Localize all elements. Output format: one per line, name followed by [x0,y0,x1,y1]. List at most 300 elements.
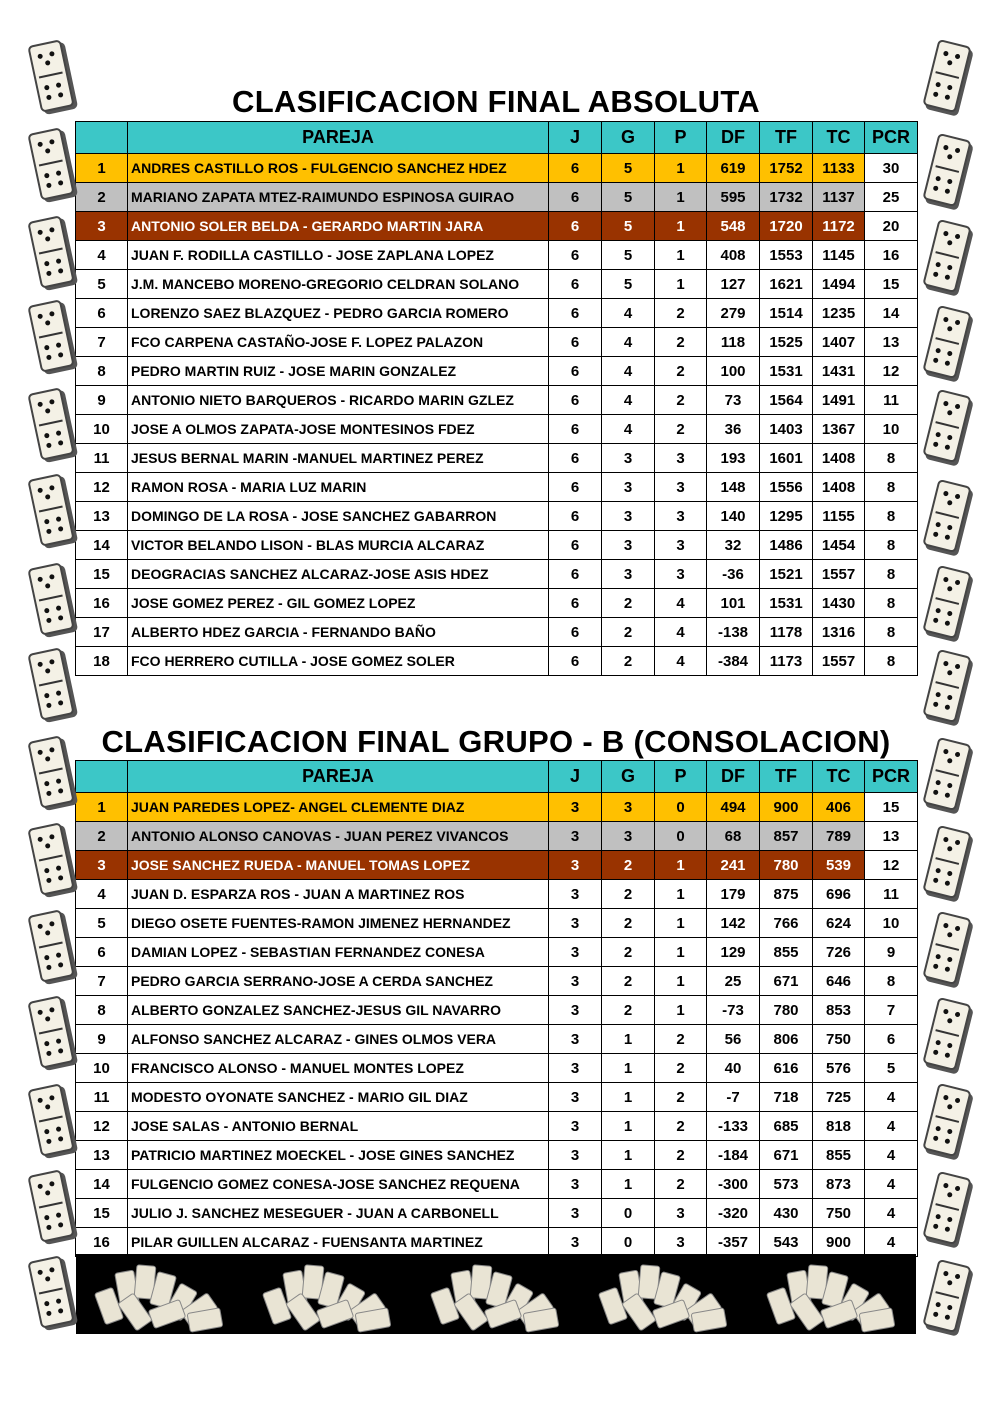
cell-df: 25 [707,967,760,996]
cell-p: 3 [655,1228,707,1257]
header-pcr: PCR [865,122,918,154]
cell-tc: 1172 [813,212,865,241]
domino-icon [922,479,971,553]
header-p: P [655,122,707,154]
cell-pos: 7 [76,328,128,357]
cell-pareja: JOSE GOMEZ PEREZ - GIL GOMEZ LOPEZ [128,589,549,618]
cell-tf: 671 [760,1141,813,1170]
domino-icon [922,1083,971,1157]
header-j: J [549,761,602,793]
table-row [76,851,918,880]
cell-pos: 8 [76,357,128,386]
cell-df: 241 [707,851,760,880]
cell-tf: 1173 [760,647,813,676]
cell-tf: 1486 [760,531,813,560]
cell-p: 1 [655,154,707,183]
cell-tc: 818 [813,1112,865,1141]
cell-j: 3 [549,1228,602,1257]
table-row [76,212,918,241]
cell-df: 142 [707,909,760,938]
header-tc: TC [813,122,865,154]
cell-pcr: 4 [865,1141,918,1170]
table-row [76,938,918,967]
cell-j: 6 [549,241,602,270]
header-tf: TF [760,761,813,793]
cell-g: 0 [602,1199,655,1228]
cell-tc: 696 [813,880,865,909]
cell-pcr: 8 [865,444,918,473]
table-row [76,357,918,386]
cell-pos: 13 [76,1141,128,1170]
cell-p: 4 [655,647,707,676]
cell-tf: 1514 [760,299,813,328]
table-row [76,996,918,1025]
cell-tf: 855 [760,938,813,967]
cell-tc: 406 [813,793,865,822]
cell-j: 3 [549,1054,602,1083]
cell-p: 2 [655,415,707,444]
cell-df: 36 [707,415,760,444]
cell-tf: 1531 [760,357,813,386]
cell-tf: 573 [760,1170,813,1199]
cell-tc: 1408 [813,444,865,473]
header-pos [76,122,128,154]
cell-j: 6 [549,183,602,212]
cell-tf: 1621 [760,270,813,299]
cell-tc: 855 [813,1141,865,1170]
cell-df: 73 [707,386,760,415]
cell-df: 548 [707,212,760,241]
cell-pcr: 8 [865,967,918,996]
cell-tc: 1454 [813,531,865,560]
cell-j: 6 [549,502,602,531]
cell-g: 5 [602,154,655,183]
table-row [76,793,918,822]
table-row [76,1170,918,1199]
cell-tf: 616 [760,1054,813,1083]
cell-j: 6 [549,299,602,328]
table-row [76,909,918,938]
header-row [76,761,918,793]
cell-pareja: ANTONIO SOLER BELDA - GERARDO MARTIN JARA [128,212,549,241]
domino-icon [27,299,74,373]
domino-pile-icon [767,1259,897,1329]
cell-tf: 857 [760,822,813,851]
cell-pcr: 15 [865,270,918,299]
cell-tc: 1431 [813,357,865,386]
cell-g: 5 [602,183,655,212]
header-df: DF [707,761,760,793]
cell-pos: 18 [76,647,128,676]
cell-pareja: J.M. MANCEBO MORENO-GREGORIO CELDRAN SOLANO [128,270,549,299]
cell-df: -7 [707,1083,760,1112]
cell-j: 3 [549,1112,602,1141]
cell-g: 5 [602,241,655,270]
cell-j: 6 [549,154,602,183]
cell-g: 5 [602,270,655,299]
cell-df: 494 [707,793,760,822]
cell-pcr: 12 [865,357,918,386]
cell-g: 4 [602,386,655,415]
cell-g: 3 [602,473,655,502]
table-row [76,154,918,183]
cell-j: 3 [549,909,602,938]
cell-df: 148 [707,473,760,502]
header-p: P [655,761,707,793]
table-row [76,822,918,851]
cell-df: -357 [707,1228,760,1257]
header-g: G [602,122,655,154]
cell-p: 0 [655,793,707,822]
cell-tf: 1732 [760,183,813,212]
table-row [76,1054,918,1083]
cell-pcr: 13 [865,822,918,851]
cell-tc: 1367 [813,415,865,444]
cell-p: 1 [655,851,707,880]
cell-tc: 750 [813,1025,865,1054]
table-row [76,386,918,415]
table-row [76,473,918,502]
cell-tc: 1557 [813,647,865,676]
cell-j: 3 [549,822,602,851]
table-row [76,880,918,909]
cell-pareja: ANTONIO ALONSO CANOVAS - JUAN PEREZ VIVANCOS [128,822,549,851]
domino-icon [922,133,971,207]
cell-pos: 15 [76,1199,128,1228]
cell-pos: 9 [76,1025,128,1054]
table-row [76,299,918,328]
cell-j: 6 [549,270,602,299]
cell-g: 1 [602,1112,655,1141]
cell-g: 3 [602,822,655,851]
domino-icon [922,389,971,463]
cell-tc: 1145 [813,241,865,270]
cell-pareja: PATRICIO MARTINEZ MOECKEL - JOSE GINES SANCHEZ [128,1141,549,1170]
cell-pareja: MODESTO OYONATE SANCHEZ - MARIO GIL DIAZ [128,1083,549,1112]
table-row [76,1025,918,1054]
cell-g: 1 [602,1083,655,1112]
table-row [76,1141,918,1170]
cell-pos: 14 [76,531,128,560]
cell-pareja: JUAN F. RODILLA CASTILLO - JOSE ZAPLANA LOPEZ [128,241,549,270]
cell-g: 0 [602,1228,655,1257]
cell-pcr: 4 [865,1170,918,1199]
cell-g: 1 [602,1025,655,1054]
cell-pcr: 4 [865,1083,918,1112]
cell-tc: 1316 [813,618,865,647]
cell-df: 100 [707,357,760,386]
title-absoluta: CLASIFICACION FINAL ABSOLUTA [232,84,760,119]
cell-j: 3 [549,938,602,967]
cell-pareja: ANDRES CASTILLO ROS - FULGENCIO SANCHEZ HDEZ [128,154,549,183]
cell-pos: 11 [76,444,128,473]
cell-pareja: PEDRO MARTIN RUIZ - JOSE MARIN GONZALEZ [128,357,549,386]
cell-pos: 16 [76,1228,128,1257]
cell-g: 1 [602,1054,655,1083]
cell-tc: 1155 [813,502,865,531]
cell-pcr: 15 [865,793,918,822]
table-row [76,241,918,270]
domino-icon [27,735,74,809]
domino-pile-icon [263,1259,393,1329]
cell-df: 129 [707,938,760,967]
cell-pareja: JOSE SALAS - ANTONIO BERNAL [128,1112,549,1141]
cell-pareja: JESUS BERNAL MARIN -MANUEL MARTINEZ PEREZ [128,444,549,473]
cell-j: 6 [549,328,602,357]
cell-p: 2 [655,1054,707,1083]
cell-pcr: 4 [865,1199,918,1228]
cell-j: 3 [549,996,602,1025]
cell-p: 1 [655,996,707,1025]
table-row [76,270,918,299]
cell-pareja: MARIANO ZAPATA MTEZ-RAIMUNDO ESPINOSA GUIRAO [128,183,549,212]
cell-df: 179 [707,880,760,909]
cell-pareja: FRANCISCO ALONSO - MANUEL MONTES LOPEZ [128,1054,549,1083]
cell-pareja: FCO CARPENA CASTAÑO-JOSE F. LOPEZ PALAZON [128,328,549,357]
cell-tc: 646 [813,967,865,996]
table-row [76,531,918,560]
cell-tf: 1556 [760,473,813,502]
cell-tf: 900 [760,793,813,822]
cell-pareja: ALBERTO HDEZ GARCIA - FERNANDO BAÑO [128,618,549,647]
cell-j: 3 [549,967,602,996]
cell-g: 3 [602,560,655,589]
cell-p: 1 [655,967,707,996]
cell-pcr: 7 [865,996,918,1025]
cell-tc: 750 [813,1199,865,1228]
cell-pos: 10 [76,1054,128,1083]
header-pcr: PCR [865,761,918,793]
cell-tc: 1494 [813,270,865,299]
header-j: J [549,122,602,154]
cell-pos: 6 [76,938,128,967]
cell-pcr: 8 [865,502,918,531]
cell-pos: 5 [76,270,128,299]
cell-p: 2 [655,1170,707,1199]
cell-pos: 12 [76,1112,128,1141]
table-row [76,967,918,996]
cell-df: -73 [707,996,760,1025]
cell-tf: 1601 [760,444,813,473]
cell-pos: 2 [76,822,128,851]
table-row [76,183,918,212]
cell-pareja: JUAN D. ESPARZA ROS - JUAN A MARTINEZ ROS [128,880,549,909]
domino-icon [27,1083,74,1157]
cell-j: 3 [549,1141,602,1170]
cell-tf: 685 [760,1112,813,1141]
cell-p: 2 [655,1112,707,1141]
cell-tc: 1407 [813,328,865,357]
cell-p: 4 [655,618,707,647]
cell-pos: 1 [76,154,128,183]
cell-df: -384 [707,647,760,676]
cell-pcr: 4 [865,1112,918,1141]
cell-df: -36 [707,560,760,589]
cell-tf: 1531 [760,589,813,618]
cell-g: 2 [602,938,655,967]
cell-df: -133 [707,1112,760,1141]
cell-pcr: 13 [865,328,918,357]
cell-pos: 3 [76,851,128,880]
cell-pos: 14 [76,1170,128,1199]
cell-pcr: 6 [865,1025,918,1054]
cell-tc: 1430 [813,589,865,618]
cell-j: 6 [549,560,602,589]
cell-tf: 543 [760,1228,813,1257]
cell-pareja: DEOGRACIAS SANCHEZ ALCARAZ-JOSE ASIS HDEZ [128,560,549,589]
header-tc: TC [813,761,865,793]
cell-pos: 9 [76,386,128,415]
cell-df: 118 [707,328,760,357]
table-row [76,1112,918,1141]
cell-tc: 900 [813,1228,865,1257]
cell-pcr: 12 [865,851,918,880]
domino-icon [922,649,971,723]
cell-df: -184 [707,1141,760,1170]
domino-icon [922,39,971,113]
cell-tf: 1521 [760,560,813,589]
cell-j: 3 [549,1199,602,1228]
cell-pos: 5 [76,909,128,938]
cell-tf: 1403 [760,415,813,444]
cell-pcr: 8 [865,589,918,618]
cell-pareja: PILAR GUILLEN ALCARAZ - FUENSANTA MARTINEZ [128,1228,549,1257]
domino-icon [27,39,74,113]
cell-p: 2 [655,328,707,357]
table-row [76,647,918,676]
cell-tc: 789 [813,822,865,851]
cell-pareja: ALBERTO GONZALEZ SANCHEZ-JESUS GIL NAVARRO [128,996,549,1025]
cell-p: 1 [655,241,707,270]
cell-pcr: 14 [865,299,918,328]
cell-p: 1 [655,212,707,241]
cell-p: 2 [655,1083,707,1112]
cell-p: 3 [655,473,707,502]
domino-pile-icon [431,1259,561,1329]
cell-pcr: 10 [865,909,918,938]
cell-pareja: JUAN PAREDES LOPEZ- ANGEL CLEMENTE DIAZ [128,793,549,822]
header-row [76,122,918,154]
cell-g: 4 [602,357,655,386]
cell-j: 3 [549,1025,602,1054]
cell-g: 2 [602,589,655,618]
cell-j: 6 [549,589,602,618]
domino-icon [922,1259,971,1333]
cell-p: 2 [655,1025,707,1054]
cell-j: 6 [549,444,602,473]
cell-df: 279 [707,299,760,328]
cell-j: 3 [549,1170,602,1199]
table-row [76,502,918,531]
cell-pareja: FCO HERRERO CUTILLA - JOSE GOMEZ SOLER [128,647,549,676]
domino-icon [922,825,971,899]
cell-pareja: JULIO J. SANCHEZ MESEGUER - JUAN A CARBONELL [128,1199,549,1228]
domino-banner [76,1254,916,1334]
cell-df: 408 [707,241,760,270]
cell-pos: 13 [76,502,128,531]
table-row [76,618,918,647]
cell-df: 68 [707,822,760,851]
cell-tf: 766 [760,909,813,938]
cell-g: 5 [602,212,655,241]
domino-icon [922,305,971,379]
cell-pcr: 10 [865,415,918,444]
cell-g: 4 [602,299,655,328]
cell-j: 6 [549,386,602,415]
cell-pcr: 8 [865,531,918,560]
cell-pareja: DIEGO OSETE FUENTES-RAMON JIMENEZ HERNANDEZ [128,909,549,938]
cell-p: 1 [655,880,707,909]
cell-tf: 875 [760,880,813,909]
cell-pareja: JOSE SANCHEZ RUEDA - MANUEL TOMAS LOPEZ [128,851,549,880]
cell-g: 2 [602,880,655,909]
cell-pos: 4 [76,880,128,909]
cell-tc: 1137 [813,183,865,212]
cell-g: 3 [602,444,655,473]
table-row [76,328,918,357]
cell-p: 3 [655,1199,707,1228]
domino-icon [27,562,74,636]
cell-pcr: 11 [865,386,918,415]
cell-pareja: DOMINGO DE LA ROSA - JOSE SANCHEZ GABARRON [128,502,549,531]
cell-pareja: RAMON ROSA - MARIA LUZ MARIN [128,473,549,502]
cell-pareja: ANTONIO NIETO BARQUEROS - RICARDO MARIN GZLEZ [128,386,549,415]
cell-pcr: 8 [865,473,918,502]
cell-p: 1 [655,909,707,938]
table-row [76,560,918,589]
cell-tf: 1525 [760,328,813,357]
cell-pos: 4 [76,241,128,270]
cell-g: 2 [602,996,655,1025]
header-g: G [602,761,655,793]
cell-p: 2 [655,299,707,328]
table-row [76,415,918,444]
cell-tc: 1408 [813,473,865,502]
cell-g: 3 [602,502,655,531]
cell-tf: 1720 [760,212,813,241]
cell-df: 595 [707,183,760,212]
cell-tc: 1491 [813,386,865,415]
cell-j: 6 [549,647,602,676]
cell-p: 3 [655,502,707,531]
cell-g: 2 [602,851,655,880]
header-df: DF [707,122,760,154]
cell-df: -138 [707,618,760,647]
cell-p: 2 [655,357,707,386]
title-grupo-b: CLASIFICACION FINAL GRUPO - B (CONSOLACION) [101,724,891,759]
cell-p: 4 [655,589,707,618]
domino-pile-icon [95,1259,225,1329]
cell-j: 3 [549,793,602,822]
cell-j: 6 [549,618,602,647]
cell-g: 1 [602,1141,655,1170]
cell-p: 1 [655,270,707,299]
domino-icon [27,1169,74,1243]
cell-p: 0 [655,822,707,851]
cell-p: 3 [655,560,707,589]
domino-icon [922,911,971,985]
cell-pos: 6 [76,299,128,328]
domino-icon [27,909,74,983]
cell-p: 2 [655,386,707,415]
cell-pareja: DAMIAN LOPEZ - SEBASTIAN FERNANDEZ CONESA [128,938,549,967]
cell-p: 2 [655,1141,707,1170]
table-absoluta [75,121,918,676]
cell-pareja: JOSE A OLMOS ZAPATA-JOSE MONTESINOS FDEZ [128,415,549,444]
cell-pos: 15 [76,560,128,589]
cell-df: 32 [707,531,760,560]
table-row [76,1083,918,1112]
